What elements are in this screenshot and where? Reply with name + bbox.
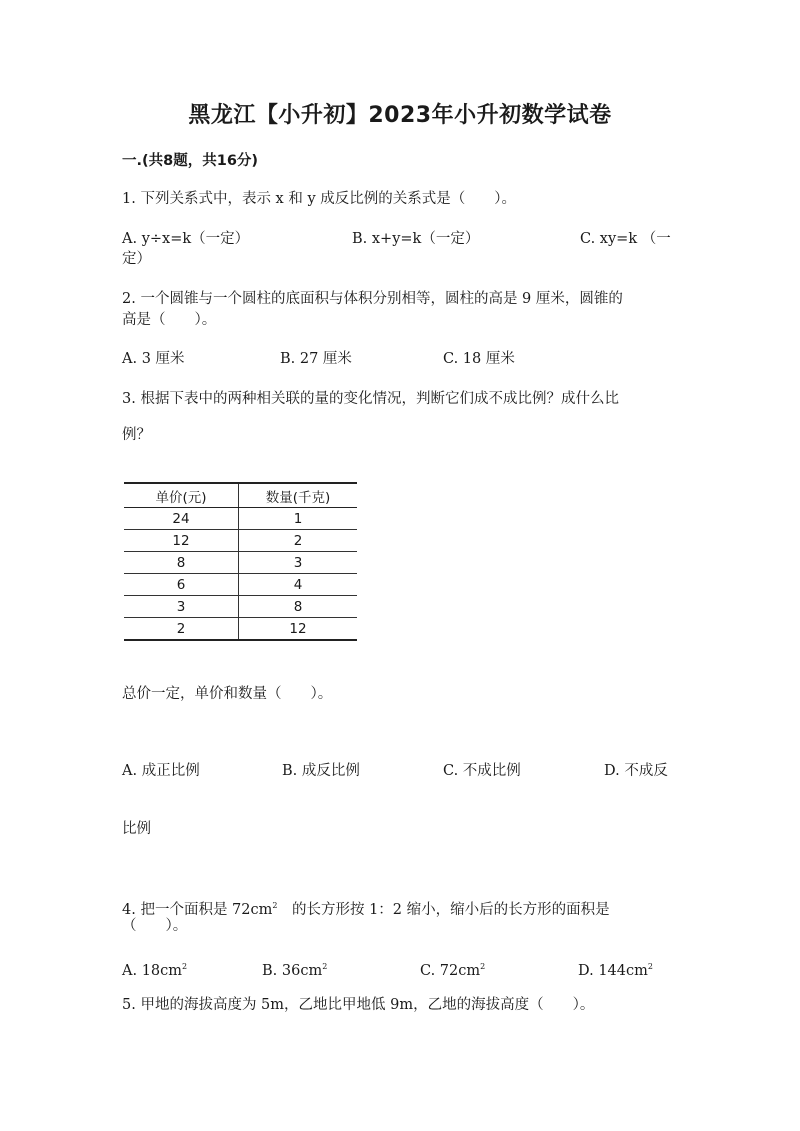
page-title: 黑龙江【小升初】2023年小升初数学试卷 bbox=[188, 103, 612, 128]
question-2-option-a[interactable]: A. 3 厘米 bbox=[122, 351, 185, 367]
table-cell-quantity: 1 bbox=[239, 508, 358, 530]
question-3-option-d-wrap: 比例 bbox=[122, 821, 151, 837]
question-4-option-c[interactable] bbox=[420, 956, 485, 982]
squared-superscript: 2 bbox=[272, 901, 278, 910]
question-4-option-d-text: D. 144cm bbox=[578, 963, 648, 979]
question-5-stem: 5. 甲地的海拔高度为 5m，乙地比甲地低 9m，乙地的海拔高度（ ）。 bbox=[122, 997, 595, 1013]
question-3-option-c[interactable]: C. 不成比例 bbox=[443, 763, 521, 779]
question-3-prompt: 总价一定，单价和数量（ ）。 bbox=[122, 686, 333, 702]
table-cell-quantity: 4 bbox=[239, 574, 358, 596]
question-1-option-c[interactable]: C. xy=k （一 bbox=[580, 231, 671, 247]
table-row bbox=[124, 618, 357, 641]
question-4-stem-line2: （ ）。 bbox=[122, 918, 188, 934]
question-3-option-b[interactable]: B. 成反比例 bbox=[282, 763, 360, 779]
table-header-row bbox=[124, 483, 357, 508]
table-cell-price: 24 bbox=[124, 508, 239, 530]
question-3-option-d[interactable]: D. 不成反 bbox=[604, 763, 668, 779]
question-4-stem-pre: 4. 把一个面积是 72cm bbox=[122, 902, 273, 918]
table-cell-price: 6 bbox=[124, 574, 239, 596]
table-cell-quantity: 8 bbox=[239, 596, 358, 618]
table-row bbox=[124, 574, 357, 596]
squared-superscript: 2 bbox=[480, 962, 486, 971]
question-4-option-b[interactable] bbox=[262, 956, 327, 982]
question-3-stem-line1: 3. 根据下表中的两种相关联的量的变化情况，判断它们成不成比例？成什么比 bbox=[122, 391, 619, 407]
question-1-option-a[interactable]: A. y÷x=k（一定） bbox=[122, 231, 250, 247]
table-cell-price: 8 bbox=[124, 552, 239, 574]
question-4-option-a-text: A. 18cm bbox=[122, 963, 183, 979]
table-header-unit-price: 单价(元) bbox=[124, 483, 239, 508]
question-3-stem-line2: 例？ bbox=[122, 427, 151, 443]
table-cell-quantity: 12 bbox=[239, 618, 358, 641]
table-header-quantity: 数量(千克) bbox=[239, 483, 358, 508]
table-cell-price: 12 bbox=[124, 530, 239, 552]
question-1-stem: 1. 下列关系式中，表示 x 和 y 成反比例的关系式是（ ）。 bbox=[122, 191, 516, 207]
question-1-option-b[interactable]: B. x+y=k（一定） bbox=[352, 231, 480, 247]
question-3-option-a[interactable]: A. 成正比例 bbox=[122, 763, 200, 779]
table-cell-quantity: 3 bbox=[239, 552, 358, 574]
table-row bbox=[124, 596, 357, 618]
question-2-stem-line1: 2. 一个圆锥与一个圆柱的底面积与体积分别相等，圆柱的高是 9 厘米，圆锥的 bbox=[122, 291, 623, 307]
table-cell-price: 3 bbox=[124, 596, 239, 618]
table-cell-quantity: 2 bbox=[239, 530, 358, 552]
table-row bbox=[124, 508, 357, 530]
question-4-stem-post: 的长方形按 1：2 缩小，缩小后的长方形的面积是 bbox=[277, 902, 610, 918]
question-2-stem-line2: 高是（ ）。 bbox=[122, 312, 217, 328]
question-4-stem-line1 bbox=[122, 895, 610, 921]
table-cell-price: 2 bbox=[124, 618, 239, 641]
price-quantity-table bbox=[124, 482, 357, 641]
table-row bbox=[124, 530, 357, 552]
question-2-option-c[interactable]: C. 18 厘米 bbox=[443, 351, 515, 367]
question-4-option-d[interactable] bbox=[578, 956, 653, 982]
question-4-option-a[interactable] bbox=[122, 956, 187, 982]
question-2-option-b[interactable]: B. 27 厘米 bbox=[280, 351, 352, 367]
table-row bbox=[124, 552, 357, 574]
question-4-option-c-text: C. 72cm bbox=[420, 963, 481, 979]
squared-superscript: 2 bbox=[322, 962, 328, 971]
section-heading: 一.(共8题，共16分) bbox=[122, 153, 259, 169]
squared-superscript: 2 bbox=[647, 962, 653, 971]
squared-superscript: 2 bbox=[182, 962, 188, 971]
question-1-option-c-wrap: 定） bbox=[122, 251, 151, 267]
question-4-option-b-text: B. 36cm bbox=[262, 963, 323, 979]
